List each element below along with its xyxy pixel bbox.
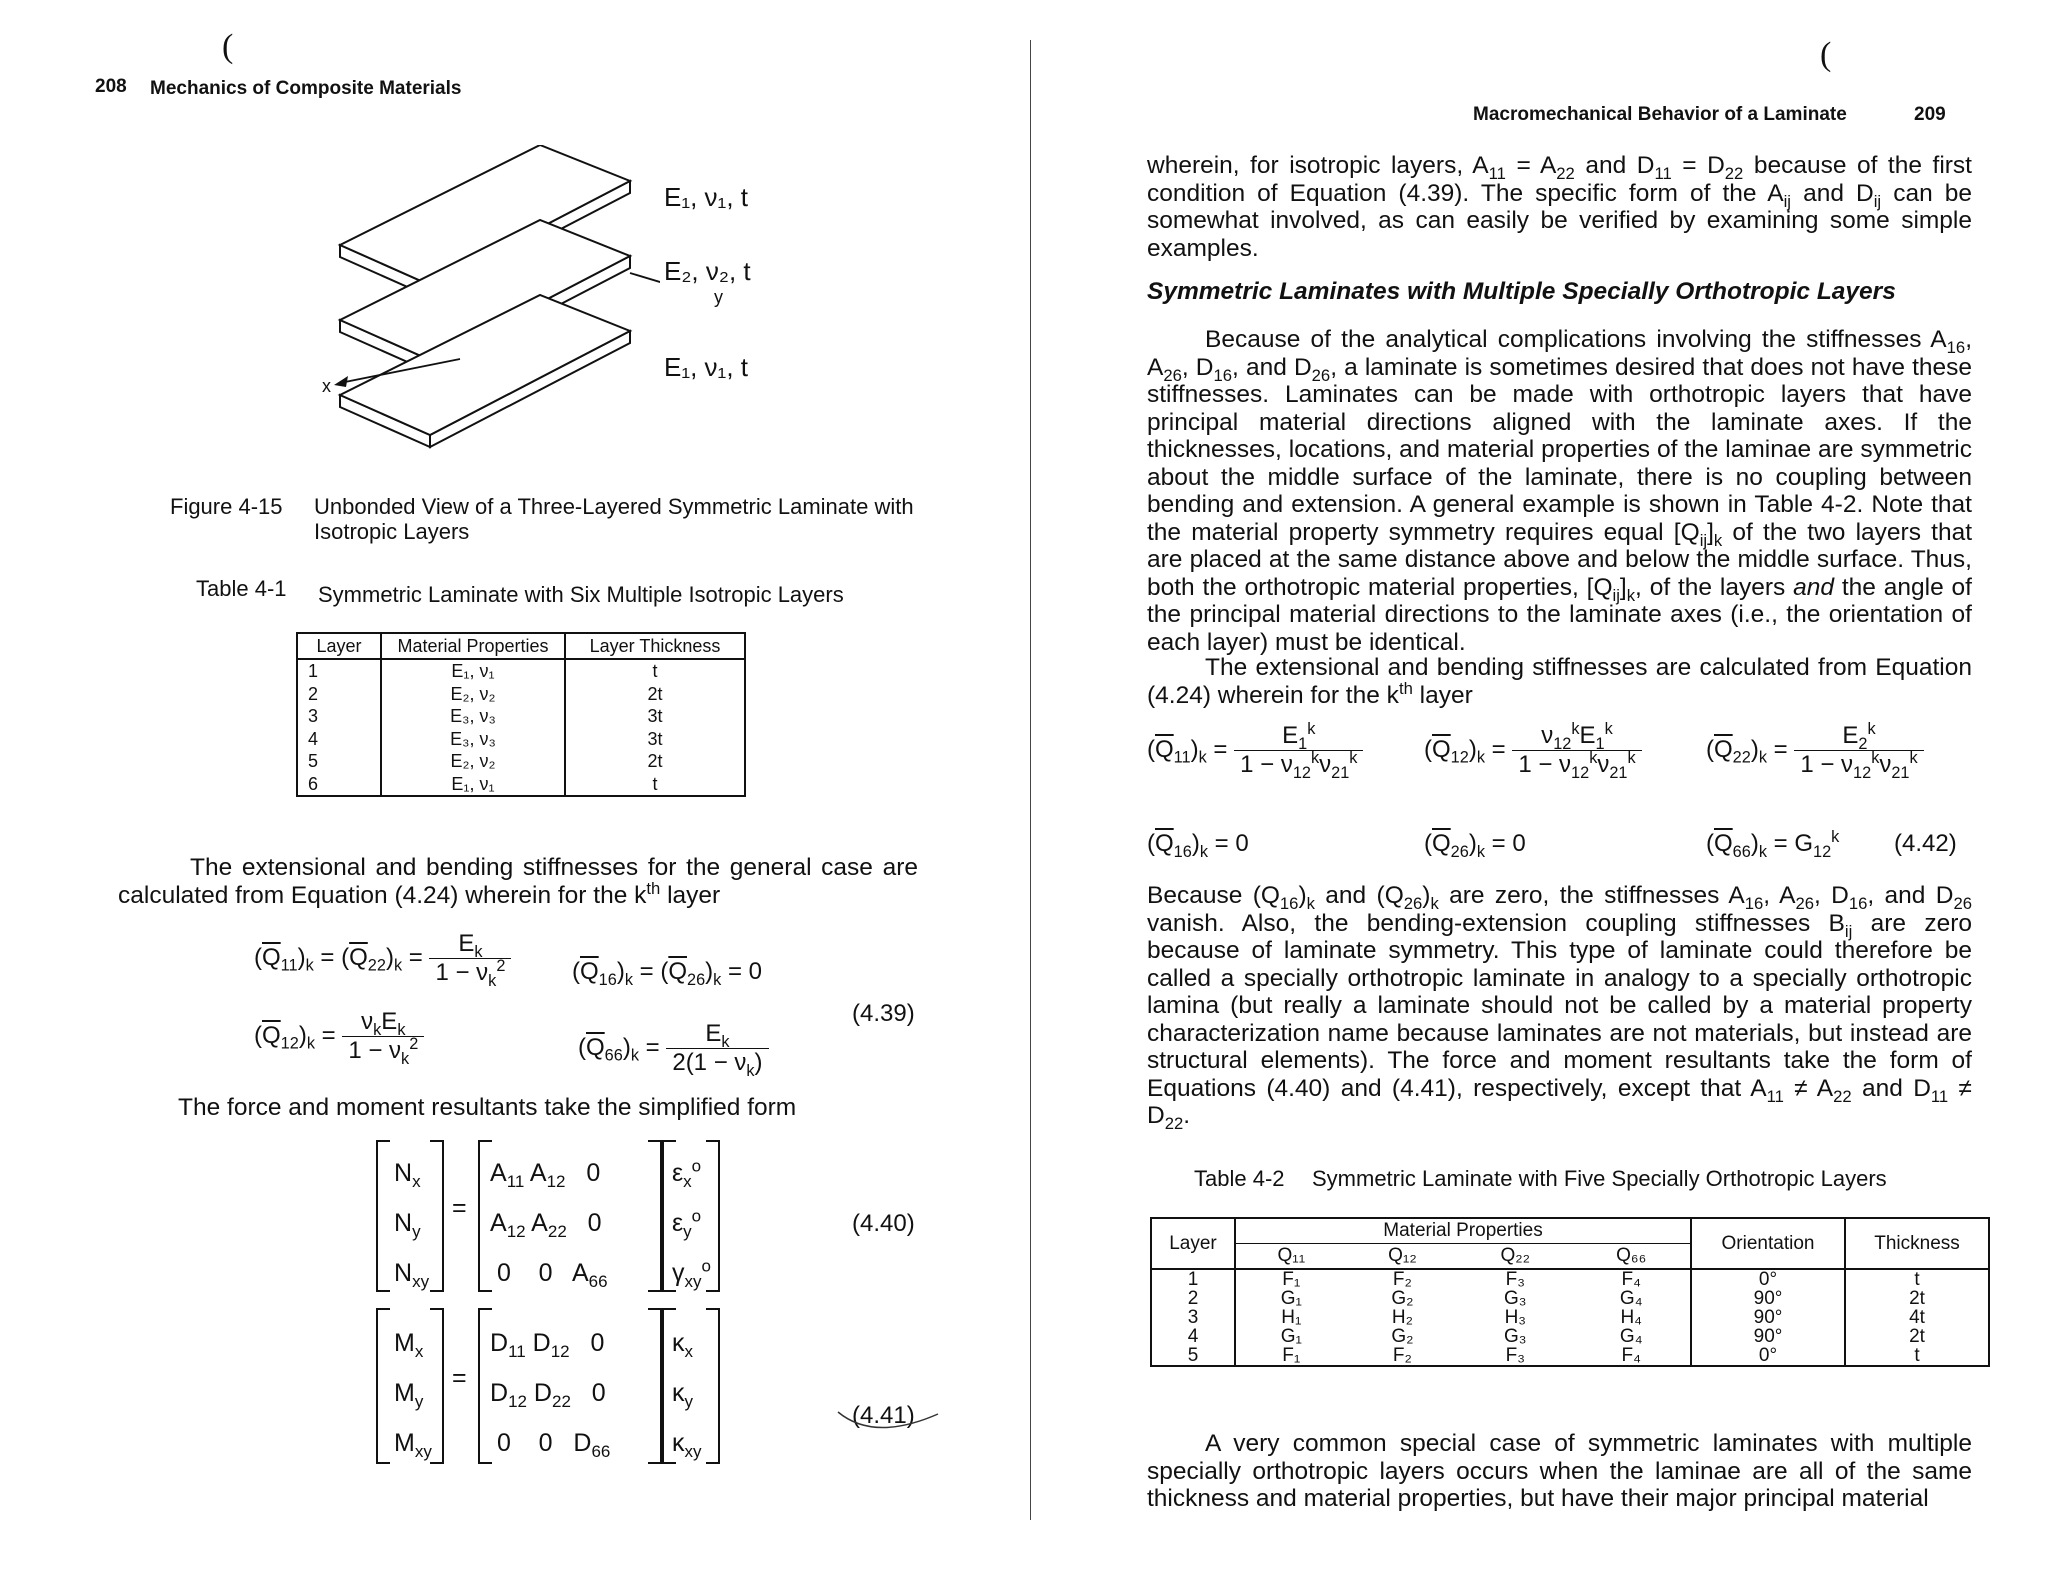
fig-label-top: E₁, ν₁, t xyxy=(664,182,749,212)
t2-sub-q12: Q₁₂ xyxy=(1347,1244,1459,1270)
left-paragraph-1: The extensional and bending stiffnesses for the general case are calculated from Equation (4.24) wherein for the $k^{th}$ layer xyxy=(118,854,918,909)
bracket xyxy=(706,1308,720,1464)
table-row: 4 E₃, ν₃ 3t xyxy=(297,728,745,751)
t1-header-layer: Layer xyxy=(297,633,381,659)
matrix-a: $A_{11}$ $A_{12}$ 0 $A_{12}$ $A_{22}$ 0 0 0 $A_{66}$ xyxy=(490,1159,608,1291)
vector-curvature: $\kappa_x$ $\kappa_y$ $\kappa_{xy}$ xyxy=(672,1329,702,1461)
bracket xyxy=(376,1308,390,1464)
t2-header-material: Material Properties xyxy=(1235,1218,1691,1244)
t2-sub-q22: Q₂₂ xyxy=(1458,1244,1572,1270)
right-paragraph-3: The extensional and bending stiffnesses are calculated from Equation (4.24) wherein for the $k^{th}$ layer xyxy=(1147,654,1972,709)
left-paragraph-2: The force and moment resultants take the simplified form xyxy=(178,1094,797,1121)
t1-header-thickness: Layer Thickness xyxy=(565,633,745,659)
fig-label-bot: E₁, ν₁, t xyxy=(664,352,749,382)
table-row: 6 E₁, ν₁ t xyxy=(297,773,745,797)
eq-4-42-q22: $(\overline{Q}_{22})_k$ = $\frac{E_2^k}{1 - \nu_{12}^k\nu_{21}^k}$ xyxy=(1706,722,1924,779)
laminate-figure xyxy=(320,145,660,475)
table1-caption-number: Table 4-1 xyxy=(196,576,287,601)
table-4-2 xyxy=(1150,1217,1990,1367)
vector-m: $M_x$ $M_y$ $M_{xy}$ xyxy=(394,1329,432,1461)
table1-caption-text: Symmetric Laminate with Six Multiple Isotropic Layers xyxy=(318,582,844,607)
t1-header-material: Material Properties xyxy=(381,633,565,659)
eq-number-4-42: (4.42) xyxy=(1894,830,1957,857)
right-paragraph-5: A very common special case of symmetric laminates with multiple specially orthotropic layers occurs when the laminae are all of the same thickness and material properties, but have their major principal material xyxy=(1147,1430,1972,1512)
t2-header-thickness: Thickness xyxy=(1845,1218,1989,1269)
figure-caption-text: Unbonded View of a Three-Layered Symmetric Laminate with Isotropic Layers xyxy=(314,494,914,544)
fig-axis-x: x xyxy=(322,376,331,396)
page-number-right: 209 xyxy=(1914,104,1946,125)
table-row: 5 E₂, ν₂ 2t xyxy=(297,750,745,773)
eq-4-39-q66: $(\overline{Q}_{66})_k$ = $\frac{E_k}{2(1 - \nu_k)}$ xyxy=(578,1020,769,1077)
table-row: 3 H₁ H₂ H₃ H₄ 90° 4t xyxy=(1151,1308,1989,1327)
eq-number-4-39: (4.39) xyxy=(852,1000,915,1027)
table2-caption-text: Symmetric Laminate with Five Specially Orthotropic Layers xyxy=(1312,1166,1887,1191)
table-4-1 xyxy=(296,632,746,797)
bracket xyxy=(648,1308,662,1464)
running-title-left: Mechanics of Composite Materials xyxy=(150,78,462,99)
fig-axis-y: y xyxy=(714,287,723,307)
table-row: 3 E₃, ν₃ 3t xyxy=(297,705,745,728)
eq-4-39-q11: $(\overline{Q}_{11})_k = (\overline{Q}_{22})_k$ = $\frac{E_k}{1 - \nu_k^2}$ xyxy=(254,930,511,987)
handwritten-circle-mark xyxy=(834,1402,944,1442)
eq-4-42-q66: $(\overline{Q}_{66})_k = G_{12}^k$ xyxy=(1706,828,1840,861)
table-row: 2 E₂, ν₂ 2t xyxy=(297,683,745,706)
bracket xyxy=(648,1140,662,1292)
bracket xyxy=(430,1140,444,1292)
table-row: 1 E₁, ν₁ t xyxy=(297,659,745,683)
t2-sub-q66: Q₆₆ xyxy=(1572,1244,1691,1270)
table2-caption-number: Table 4-2 xyxy=(1194,1166,1285,1191)
fig-label-mid: E₂, ν₂, t xyxy=(664,256,751,286)
table-row: 4 G₁ G₂ G₃ G₄ 90° 2t xyxy=(1151,1327,1989,1346)
table-row: 1 F₁ F₂ F₃ F₄ 0° t xyxy=(1151,1269,1989,1289)
page-number-left: 208 xyxy=(95,76,127,97)
matrix-d: $D_{11}$ $D_{12}$ 0 $D_{12}$ $D_{22}$ 0 0 0 $D_{66}$ xyxy=(490,1329,611,1461)
vector-n: $N_x$ $N_y$ $N_{xy}$ xyxy=(394,1159,430,1291)
paren-mark-left: ( xyxy=(222,28,234,65)
running-title-right: Macromechanical Behavior of a Laminate xyxy=(1473,104,1847,125)
eq-4-42-q12: $(\overline{Q}_{12})_k$ = $\frac{\nu_{12}^kE_1^k}{1 - \nu_{12}^k\nu_{21}^k}$ xyxy=(1424,722,1642,779)
t2-sub-q11: Q₁₁ xyxy=(1235,1244,1347,1270)
eq-4-39-q12: $(\overline{Q}_{12})_k$ = $\frac{\nu_kE_k}{1 - \nu_k^2}$ xyxy=(254,1008,424,1065)
right-paragraph-2: Because of the analytical complications involving the stiffnesses $A_{16}$, $A_{26}$, $D_{16}$, and $D_{26}$, a laminate is sometimes desired that does not have these stiffnesses. Laminates can be made with orthotropic layers that have principal material directions aligned with the laminate axes. If the thicknesses, locations, and material properties of the laminae are symmetric about the middle surface of the laminate, there is no coupling between bending and extension. A general example is shown in Table 4-2. Note that the material property symmetry requires equal $[Q_{ij}]_k$ of the two layers that are placed at the same distance above and below the middle surface. Thus, both the orthotropic material properties, $[Q_{ij}]_k$, of the layers and the angle of the principal material directions to the laminate axes (i.e., the orientation of each layer) must be identical. xyxy=(1147,326,1973,656)
eq-4-39-q16: $(\overline{Q}_{16})_k = (\overline{Q}_{26})_k = 0$ xyxy=(572,958,763,989)
right-paragraph-4: Because $(Q_{16})_k$ and $(Q_{26})_k$ are zero, the stiffnesses $A_{16}$, $A_{26}$, $D_{16}$, and $D_{26}$ vanish. Also, the bending-extension coupling stiffnesses $B_{ij}$ are zero because of laminate symmetry. This type of laminate could therefore be called a specially orthotropic laminate in analogy to a specially orthotropic lamina (but really a laminate should not be called by a material property characterization name because laminates are not materials, but instead are structural elements). The force and moment resultants take the form of Equations (4.40) and (4.41), respectively, except that $A_{11} \ne A_{22}$ and $D_{11} \ne D_{22}$. xyxy=(1147,882,1972,1133)
x-axis-arrow xyxy=(334,376,348,387)
t2-header-layer: Layer xyxy=(1151,1218,1235,1269)
figure-caption-number: Figure 4-15 xyxy=(170,494,283,519)
eq-number-4-40: (4.40) xyxy=(852,1210,915,1237)
paren-mark-right: ( xyxy=(1820,36,1832,73)
vector-strain: $\varepsilon_x^o$ $\varepsilon_y^o$ $\gamma_{xy}^o$ xyxy=(672,1156,711,1291)
eq-4-42-q16: $(\overline{Q}_{16})_k = 0$ xyxy=(1147,830,1249,861)
eq-number-4-41: (4.41) xyxy=(852,1402,915,1429)
eq-4-42-q11: $(\overline{Q}_{11})_k$ = $\frac{E_1^k}{1 - \nu_{12}^k\nu_{21}^k}$ xyxy=(1147,722,1363,779)
table-row: 2 G₁ G₂ G₃ G₄ 90° 2t xyxy=(1151,1289,1989,1308)
bracket xyxy=(430,1308,444,1464)
left-page: ( 208 Mechanics of Composite Materials E₁, ν₁, t E₂, ν₂, t y E₁, ν₁, t x Figure 4-15 Unbonded View of a Three-Layered Symmetric Laminate with Isotropic Layers Table 4-1 Symmetric Laminate with Six Multiple Isotropic Layers Layer Material Properties Layer Thickness 1 E₁, ν₁ t 2 E₂, ν₂ 2t 3 E₃, ν₃ 3t 4 E₃, ν₃ 3t 5 E₂, ν₂ 2t 6 E₁, ν₁ t The extensional and bending stiffnesses for the general case are calculated from Equation (4.24) wherein for the $k^{th}$ layer $(\overline{Q}_{11})_k = (\overline{Q}_{22})_k$ = $\frac{E_k}{1 - \nu_k^2}$ $(\overline{Q}_{16})_k = (\overline{Q}_{26})_k = 0$ (4.39) $(\overline{Q}_{12})_k$ = $\frac{\nu_kE_k}{1 - \nu_k^2}$ $(\overline{Q}_{66})_k$ = $\frac{E_k}{2(1 - \nu_k)}$ The force and moment resultants take the simplified form $N_x$ $N_y$ $N_{xy}$ = $A_{11}$ $A_{12}$ 0 $A_{12}$ $A_{22}$ 0 0 0 $A_{66}$ $\varepsilon_x^o$ $\varepsilon_y^o$ $\gamma_{xy}^o$ (4.40) $M_x$ $M_y$ $M_{xy}$ = $D_{11}$ $D_{12}$ 0 $D_{12}$ $D_{22}$ 0 0 0 $D_{66}$ $\kappa_x$ $\kappa_y$ $\kappa_{xy}$ (4.41) xyxy=(0,0,1000,1582)
right-paragraph-1: wherein, for isotropic layers, $A_{11} = A_{22}$ and $D_{11} = D_{22}$ because of the first condition of Equation (4.39). The specific form of the $A_{ij}$ and $D_{ij}$ can be somewhat involved, as can easily be verified by examining some simple examples. xyxy=(1147,152,1973,262)
eq-4-42-q26: $(\overline{Q}_{26})_k = 0$ xyxy=(1424,830,1526,861)
section-heading: Symmetric Laminates with Multiple Specially Orthotropic Layers xyxy=(1147,278,1896,305)
t2-header-orientation: Orientation xyxy=(1691,1218,1845,1269)
table-row: 5 F₁ F₂ F₃ F₄ 0° t xyxy=(1151,1346,1989,1366)
bracket xyxy=(376,1140,390,1292)
y-axis-line xyxy=(630,273,660,297)
